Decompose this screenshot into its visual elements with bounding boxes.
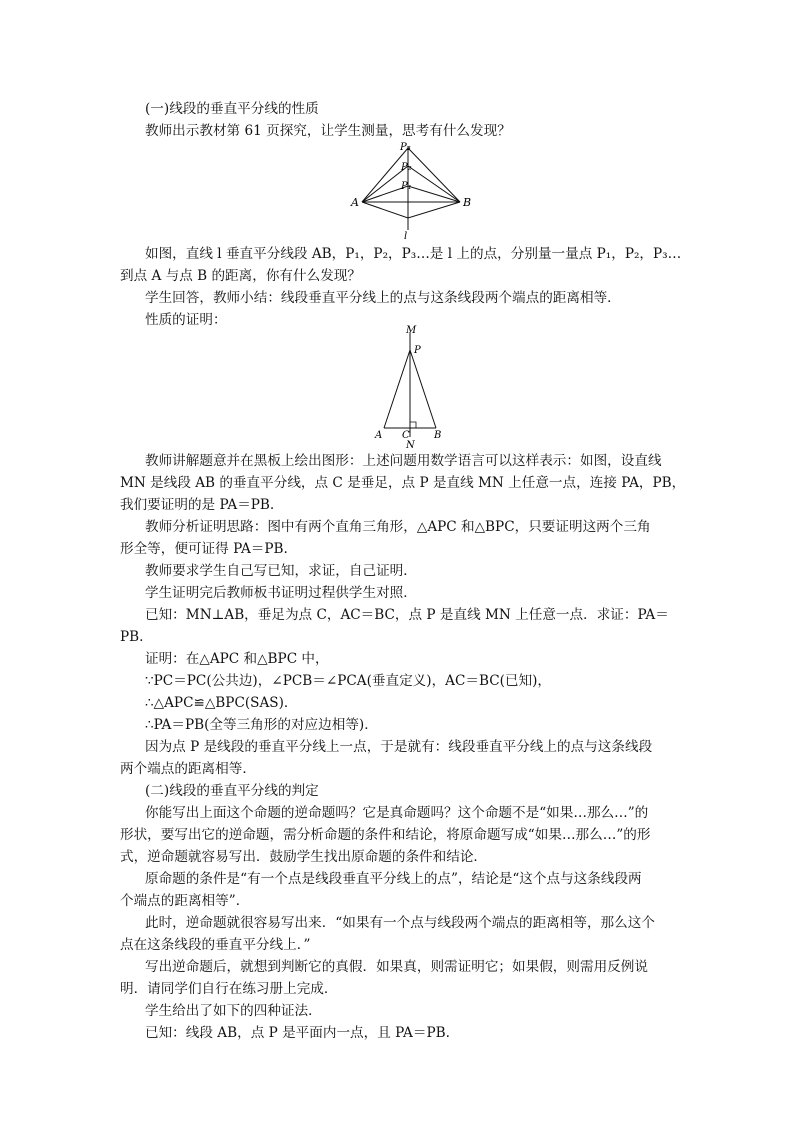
figure-isosceles-proof [370,322,450,450]
para9-line1: 写出逆命题后，就想到判断它的真假．如果真，则需证明它；如果假，则需用反例说 [145,959,648,975]
para2-line1: 教师讲解题意并在黑板上绘出图形：上述问题用数学语言可以这样表示：如图，设直线 [145,453,662,469]
proof-line4: ∴PA＝PB(全等三角形的对应边相等)． [145,717,378,733]
proof-line3: ∴△APC≌△BPC(SAS)． [145,695,298,711]
label-P: P [414,345,421,356]
section-heading-2: (二)线段的垂直平分线的判定 [145,783,319,799]
para3-line2: 形全等，便可证得 PA＝PB. [120,541,288,557]
figure-perpendicular-bisector-points [340,140,480,240]
conclusion-line2: 两个端点的距离相等． [120,761,256,777]
label-l: l [404,231,408,240]
para1-line2: 到点 A 与点 B 的距离，你有什么发现？ [120,268,361,284]
para7-line1: 原命题的条件是“有一个点是线段垂直平分线上的点”，结论是“这个点与这条线段两 [145,871,642,887]
proof-title: 性质的证明： [145,312,227,328]
para4: 教师要求学生自己写已知，求证，自己证明． [145,563,417,579]
label-P2: P₂ [401,162,412,173]
label-A: A [351,196,359,209]
para5: 学生证明完后教师板书证明过程供学生对照． [145,585,417,601]
para6-line3: 式，逆命题就容易写出．鼓励学生找出原命题的条件和结论． [120,849,488,865]
para8-line1: 此时，逆命题就很容易写出来．“如果有一个点与线段两个端点的距离相等，那么这个 [145,915,655,931]
label-P1: P₁ [401,181,412,192]
label-P3: P₃ [400,142,411,153]
label-N: N [406,440,415,450]
para2-line2: MN 是线段 AB 的垂直平分线，点 C 是垂足，点 P 是直线 MN 上任意一点，连接 PA，PB， [120,475,686,491]
given-line1: 已知：MN⊥AB，垂足为点 C，AC＝BC，点 P 是直线 MN 上任意一点．求证：PA＝ [145,607,669,623]
label-B: B [463,196,472,209]
para11: 已知：线段 AB，点 P 是平面内一点，且 PA＝PB. [145,1025,450,1041]
para6-line1: 你能写出上面这个命题的逆命题吗？它是真命题吗？这个命题不是“如果…那么…”的 [145,805,649,821]
right-angle-mark [410,422,416,428]
segment-A-Q-B [362,202,460,218]
para7-line2: 个端点的距离相等”． [120,893,250,909]
proof-line2: ∵PC＝PC(公共边)，∠PCB＝∠PCA(垂直定义)，AC＝BC(已知)， [145,673,552,689]
label-A: A [375,430,383,441]
segment-A-P3-B [362,148,460,202]
section-heading-1: (一)线段的垂直平分线的性质 [145,101,319,117]
segment-PA [384,350,410,428]
para3-line1: 教师分析证明思路：图中有两个直角三角形，△APC 和△BPC，只要证明这两个三角 [145,519,651,535]
para9-line2: 明．请同学们自行在练习册上完成． [120,981,338,997]
segment-PB [410,350,436,428]
label-C: C [402,430,410,441]
para1-line1: 如图，直线 l 垂直平分线段 AB，P₁，P₂，P₃…是 l 上的点，分别量一量点 P₁，P₂，P₃… [145,246,682,262]
para2-line3: 我们要证明的是 PA＝PB. [120,497,275,513]
para10: 学生给出了如下的四种证法． [145,1003,322,1019]
para6-line2: 形状，要写出它的逆命题，需分析命题的条件和结论，将原命题写成“如果…那么…”的形 [120,827,651,843]
label-M: M [406,325,417,336]
proof-line1: 证明：在△APC 和△BPC 中， [145,651,329,667]
intro-text: 教师出示教材第 61 页探究，让学生测量，思考有什么发现？ [145,123,511,139]
teacher-summary: 学生回答，教师小结：线段垂直平分线上的点与这条线段两个端点的距离相等． [145,290,621,306]
para8-line2: 点在这条线段的垂直平分线上．” [120,937,311,953]
label-B: B [434,430,442,441]
given-line2: PB. [120,629,144,645]
conclusion-line1: 因为点 P 是线段的垂直平分线上一点，于是就有：线段垂直平分线上的点与这条线段 [145,739,653,755]
